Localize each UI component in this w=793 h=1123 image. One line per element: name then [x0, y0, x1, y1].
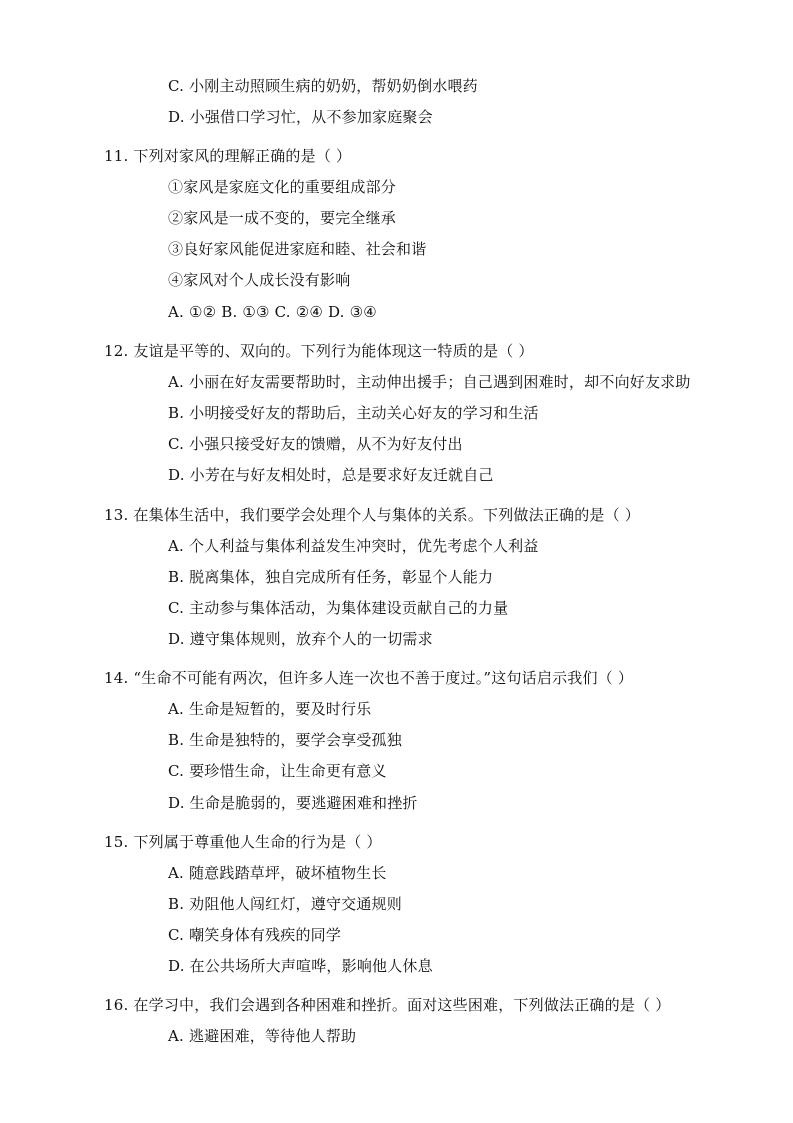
option-12a: A. 小丽在好友需要帮助时，主动伸出援手；自己遇到困难时，却不向好友求助 [168, 373, 691, 391]
option-14a: A. 生命是短暂的，要及时行乐 [168, 700, 372, 718]
question-13: 13. 在集体生活中，我们要学会处理个人与集体的关系。下列做法正确的是（ ） [104, 506, 640, 524]
question-11: 11. 下列对家风的理解正确的是（ ） [104, 147, 352, 165]
option-12b: B. 小明接受好友的帮助后，主动关心好友的学习和生活 [168, 404, 539, 422]
option-15c: C. 嘲笑身体有残疾的同学 [168, 926, 342, 944]
option-12d: D. 小芳在与好友相处时，总是要求好友迁就自己 [168, 466, 494, 484]
option-13b: B. 脱离集体，独自完成所有任务，彰显个人能力 [168, 568, 494, 586]
question-12: 12. 友谊是平等的、双向的。下列行为能体现这一特质的是（ ） [104, 342, 534, 360]
option-16a: A. 逃避困难，等待他人帮助 [168, 1027, 357, 1045]
statement-11-3: ③良好家风能促进家庭和睦、社会和谐 [168, 240, 427, 258]
option-10c: C. 小刚主动照顾生病的奶奶，帮奶奶倒水喂药 [168, 77, 478, 95]
option-15b: B. 劝阻他人闯红灯，遵守交通规则 [168, 895, 402, 913]
options-11: A. ①② B. ①③ C. ②④ D. ③④ [168, 303, 377, 321]
statement-11-2: ②家风是一成不变的，要完全继承 [168, 209, 397, 227]
option-13d: D. 遵守集体规则，放弃个人的一切需求 [168, 630, 433, 648]
option-13a: A. 个人利益与集体利益发生冲突时，优先考虑个人利益 [168, 537, 539, 555]
option-15d: D. 在公共场所大声喧哗，影响他人休息 [168, 957, 433, 975]
option-14c: C. 要珍惜生命，让生命更有意义 [168, 762, 387, 780]
option-13c: C. 主动参与集体活动，为集体建设贡献自己的力量 [168, 599, 509, 617]
question-16: 16. 在学习中，我们会遇到各种困难和挫折。面对这些困难，下列做法正确的是（ ） [104, 996, 671, 1014]
option-10d: D. 小强借口学习忙，从不参加家庭聚会 [168, 108, 433, 126]
option-12c: C. 小强只接受好友的馈赠，从不为好友付出 [168, 435, 463, 453]
statement-11-4: ④家风对个人成长没有影响 [168, 271, 351, 289]
statement-11-1: ①家风是家庭文化的重要组成部分 [168, 178, 397, 196]
option-15a: A. 随意践踏草坪，破坏植物生长 [168, 864, 387, 882]
question-14: 14. “生命不可能有两次，但许多人连一次也不善于度过。”这句话启示我们（ ） [104, 669, 634, 687]
question-15: 15. 下列属于尊重他人生命的行为是（ ） [104, 833, 382, 851]
option-14b: B. 生命是独特的，要学会享受孤独 [168, 731, 402, 749]
option-14d: D. 生命是脆弱的，要逃避困难和挫折 [168, 794, 418, 812]
